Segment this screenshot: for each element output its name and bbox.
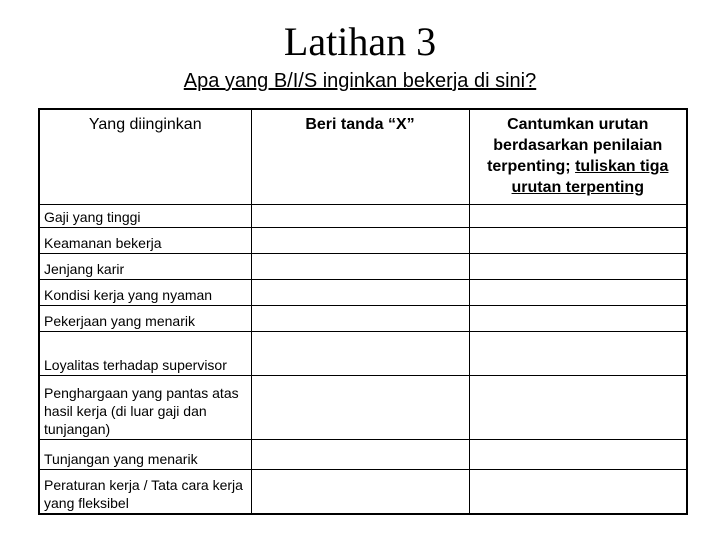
table-row <box>39 205 687 228</box>
table-row <box>39 332 687 376</box>
item-label: Tunjangan yang menarik <box>39 440 251 470</box>
table-row <box>39 376 687 440</box>
mark-cell[interactable] <box>251 254 469 280</box>
table-row <box>39 470 687 514</box>
item-label: Kondisi kerja yang nyaman <box>39 280 251 306</box>
rank-cell[interactable] <box>469 280 687 306</box>
item-label: Peraturan kerja / Tata cara kerja yang fleksibel <box>39 470 251 514</box>
item-label: Penghargaan yang pantas atas hasil kerja (di luar gaji dan tunjangan) <box>39 376 251 440</box>
rank-cell[interactable] <box>469 440 687 470</box>
rank-cell[interactable] <box>469 376 687 440</box>
mark-cell[interactable] <box>251 228 469 254</box>
item-label: Loyalitas terhadap supervisor <box>39 332 251 376</box>
rank-cell[interactable] <box>469 332 687 376</box>
page-subtitle: Apa yang B/I/S inginkan bekerja di sini? <box>183 70 537 92</box>
table-row <box>39 228 687 254</box>
header-rank-underlined: tuliskan tiga urutan terpenting <box>511 158 669 196</box>
mark-cell[interactable] <box>251 205 469 228</box>
rank-cell[interactable] <box>469 306 687 332</box>
table-row <box>39 254 687 280</box>
mark-cell[interactable] <box>251 376 469 440</box>
mark-cell[interactable] <box>251 440 469 470</box>
preference-table <box>38 108 688 515</box>
page-title: Latihan 3 <box>283 19 437 64</box>
mark-cell[interactable] <box>251 470 469 514</box>
header-rank-text: Cantumkan urutan berdasarkan penilaian terpenting; <box>487 116 663 175</box>
item-label: Gaji yang tinggi <box>39 205 251 228</box>
rank-cell[interactable] <box>469 254 687 280</box>
table-row <box>39 440 687 470</box>
mark-cell[interactable] <box>251 280 469 306</box>
table-header-row <box>39 109 687 205</box>
item-label: Pekerjaan yang menarik <box>39 306 251 332</box>
header-desired: Yang diinginkan <box>39 109 251 205</box>
item-label: Keamanan bekerja <box>39 228 251 254</box>
rank-cell[interactable] <box>469 228 687 254</box>
table-row <box>39 280 687 306</box>
item-label: Jenjang karir <box>39 254 251 280</box>
table-row <box>39 306 687 332</box>
mark-cell[interactable] <box>251 306 469 332</box>
header-rank <box>469 109 687 205</box>
rank-cell[interactable] <box>469 470 687 514</box>
rank-cell[interactable] <box>469 205 687 228</box>
header-mark: Beri tanda “X” <box>251 109 469 205</box>
mark-cell[interactable] <box>251 332 469 376</box>
